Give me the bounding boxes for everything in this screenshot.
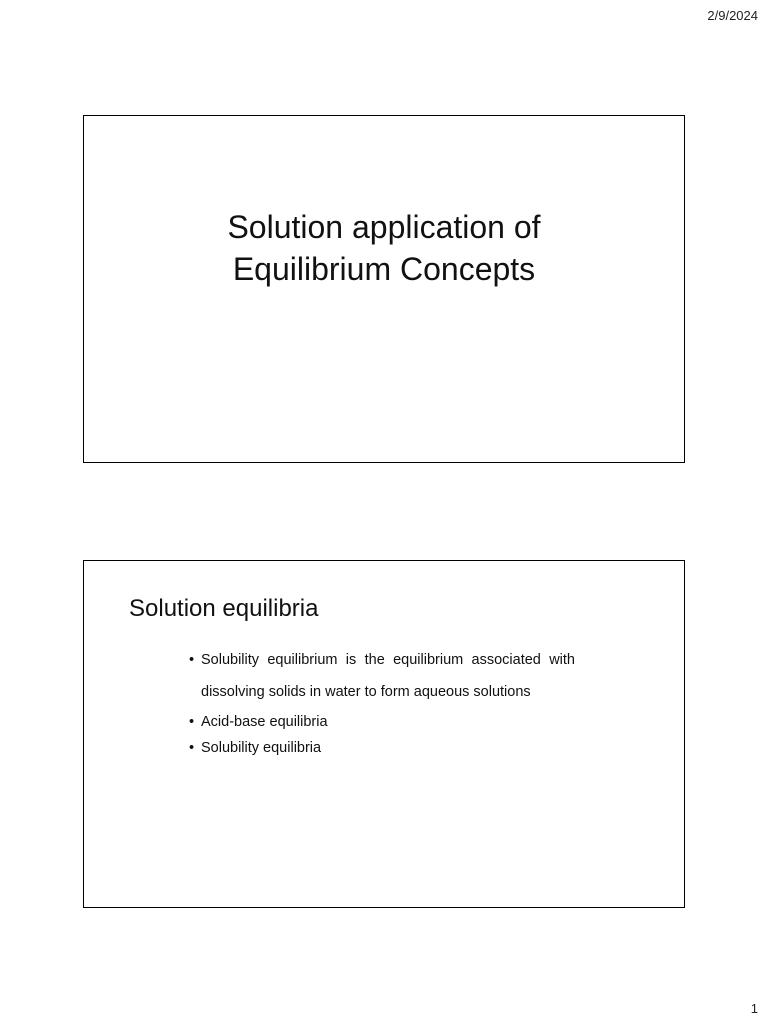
title-line-2: Equilibrium Concepts: [232, 251, 536, 287]
slide-title: [83, 115, 685, 463]
title-line-1: Solution application of: [227, 209, 541, 245]
page-number: 1: [750, 1001, 758, 1016]
bullet-item: • Acid-base equilibria: [189, 710, 575, 734]
bullet-list: [189, 651, 575, 762]
slide-content: [83, 560, 685, 908]
bullet-item: • Solubility equilibria: [189, 736, 575, 760]
slide-heading: Solution equilibria: [129, 595, 319, 622]
slide-main-title: [84, 206, 684, 290]
page-date: 2/9/2024: [707, 8, 758, 23]
bullet-item: • Solubility equilibrium is the equilibrium associated with dissolving solids in water to form aqueous solutions: [189, 644, 575, 708]
